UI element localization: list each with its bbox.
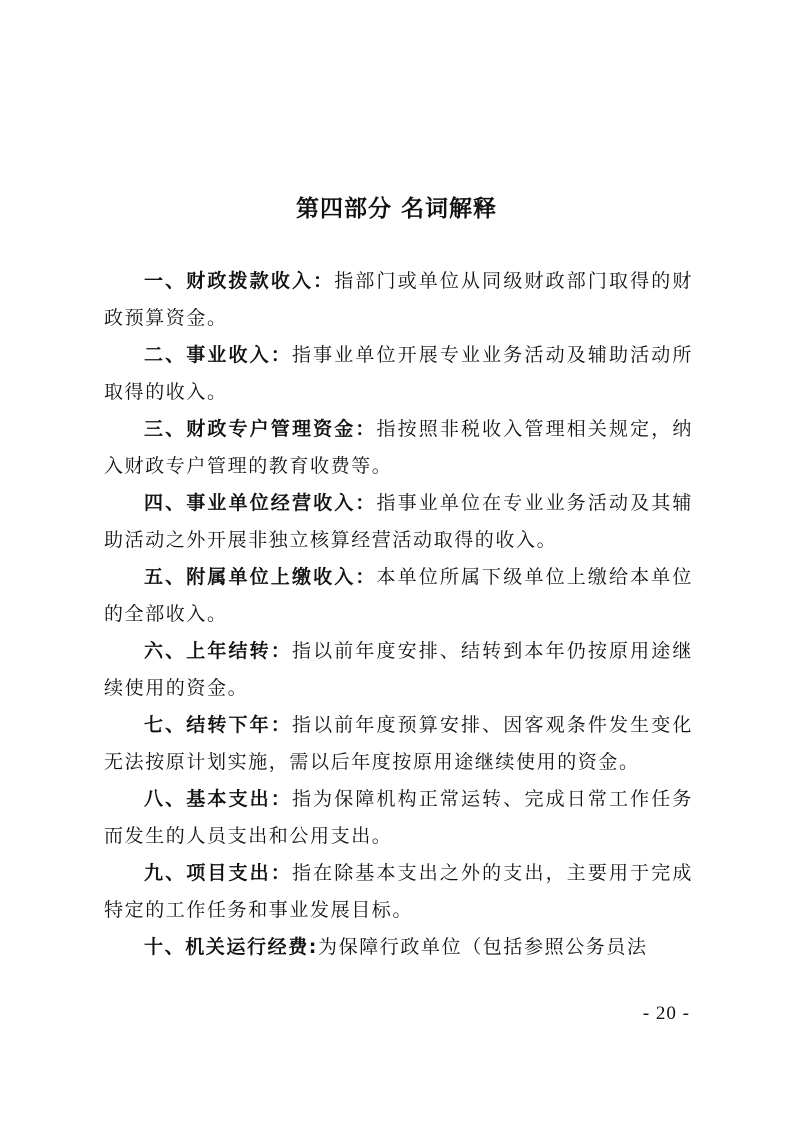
definition-term: 十、机关运行经费: [144, 936, 318, 958]
definition-entry [104, 707, 693, 781]
definition-text: 指部门或单位从同级财政部门取得的财政预算资金。 [104, 270, 694, 329]
definition-text: 指以前年度预算安排、因客观条件发生变化无法按原计划实施，需以后年度按原用途继续使用的资金。 [104, 714, 693, 773]
definition-text: 指事业单位在专业业务活动及其辅助活动之外开展非独立核算经营活动取得的收入。 [104, 492, 693, 551]
definition-entry [104, 633, 693, 707]
definition-text: 指按照非税收入管理相关规定，纳入财政专户管理的教育收费等。 [104, 418, 693, 477]
definition-text: 指以前年度安排、结转到本年仍按原用途继续使用的资金。 [104, 640, 693, 699]
definition-term: 五、附属单位上缴收入： [144, 566, 377, 588]
page-title: 第四部分 名词解释 [295, 196, 497, 222]
definition-text: 指为保障机构正常运转、完成日常工作任务而发生的人员支出和公用支出。 [104, 788, 693, 847]
definition-entry [104, 559, 693, 633]
definition-term: 八、基本支出： [144, 788, 292, 810]
definition-term: 二、事业收入： [144, 344, 292, 366]
definition-text: 为保障行政单位（包括参照公务员法 [318, 936, 648, 958]
definition-entry [104, 411, 693, 485]
definition-term: 四、事业单位经营收入： [144, 492, 377, 514]
definition-term: 七、结转下年： [144, 714, 292, 736]
definition-text: 指事业单位开展专业业务活动及辅助活动所取得的收入。 [104, 344, 693, 403]
definition-term: 九、项目支出： [144, 862, 292, 884]
definition-term: 六、上年结转： [144, 640, 292, 662]
definition-entry [104, 781, 693, 855]
definition-entry [104, 855, 693, 929]
definition-text: 指在除基本支出之外的支出，主要用于完成特定的工作任务和事业发展目标。 [104, 862, 693, 921]
definition-entry [104, 263, 693, 337]
definition-term: 三、财政专户管理资金： [144, 418, 377, 440]
definition-entry [104, 337, 693, 411]
definition-term: 一、财政拨款收入： [144, 270, 335, 292]
definition-entry [104, 485, 693, 559]
definition-text: 本单位所属下级单位上缴给本单位的全部收入。 [104, 566, 693, 625]
definition-list [104, 263, 693, 966]
page-number: - 20 - [642, 1003, 690, 1024]
definition-entry [104, 929, 693, 966]
